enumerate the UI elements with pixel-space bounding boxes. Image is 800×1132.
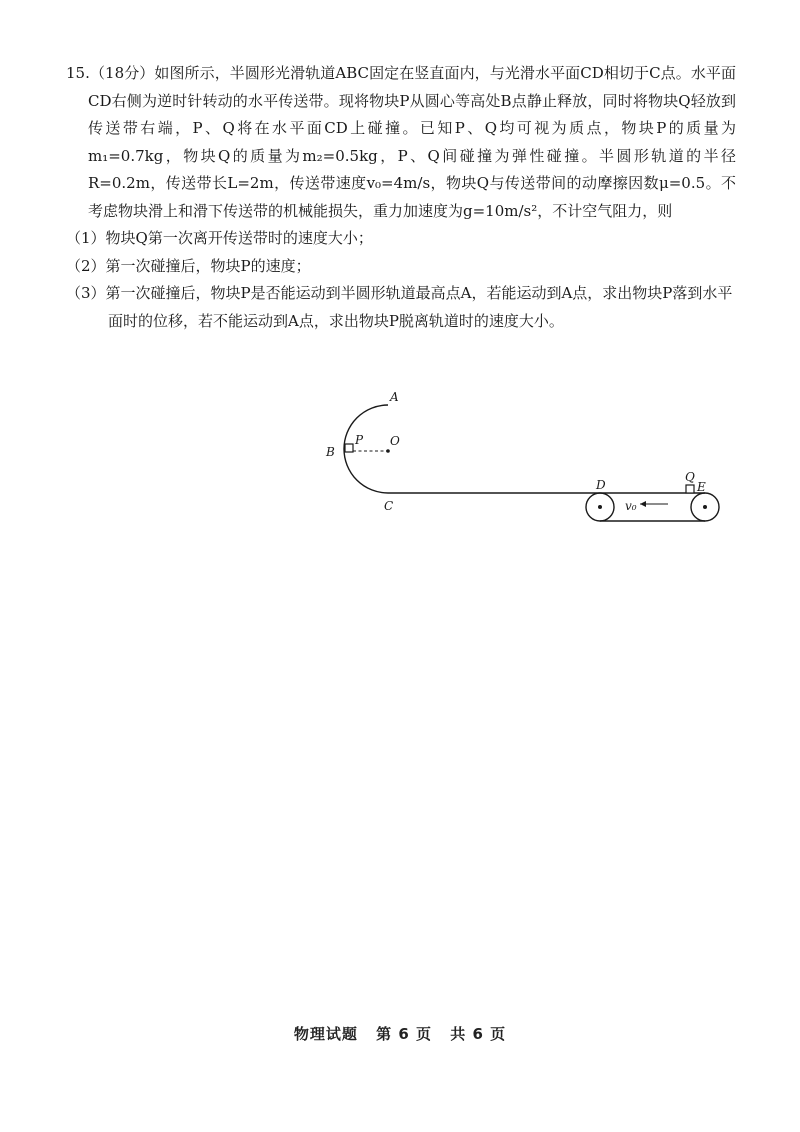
physics-diagram: [320, 385, 730, 525]
label-a: A: [390, 390, 399, 404]
label-d: D: [596, 478, 606, 492]
problem-score: （18分）: [89, 64, 155, 82]
left-roller-axle: [598, 505, 602, 509]
footer-page: 第 6 页: [376, 1025, 432, 1043]
block-p: [345, 444, 353, 452]
question-3: （3）第一次碰撞后，物块P是否能运动到半圆形轨道最高点A，若能运动到A点，求出物块P落到水平面时的位移，若不能运动到A点，求出物块P脱离轨道时的速度大小。: [66, 284, 733, 330]
center-o: [386, 449, 390, 453]
block-q: [686, 485, 694, 493]
label-o: O: [390, 434, 400, 448]
label-c: C: [384, 499, 394, 513]
label-q: Q: [685, 470, 695, 484]
label-v0: v₀: [625, 499, 637, 513]
question-2: （2）第一次碰撞后，物块P的速度；: [66, 256, 311, 275]
problem-stem-text: 如图所示，半圆形光滑轨道ABC固定在竖直面内，与光滑水平面CD相切于C点。水平面CD右侧为逆时针转动的水平传送带。现将物块P从圆心等高处B点静止释放，同时将物块Q轻放到传送带右端，P、Q将在水平面CD上碰撞。已知P、Q均可视为质点，物块P的质量为m₁=0.7kg，物块Q的质量为m₂=0.5kg，P、Q间碰撞为弹性碰撞。半圆形轨道的半径R=0.2m，传送带长L=2m，传送带速度v₀=4m/s，物块Q与传送带间的动摩擦因数μ=0.5。不考虑物块滑上和滑下传送带的机械能损失，重力加速度为g=10m/s²，不计空气阻力，则: [88, 64, 736, 220]
question-1: （1）物块Q第一次离开传送带时的速度大小；: [66, 229, 373, 247]
footer-subject: 物理试题: [293, 1025, 358, 1043]
velocity-arrow-head: [640, 501, 646, 507]
label-p: P: [355, 433, 364, 447]
problem-stem: [66, 60, 736, 225]
problem-15: [66, 60, 736, 335]
page-footer: [0, 1023, 800, 1044]
label-e: E: [697, 480, 706, 494]
right-roller-axle: [703, 505, 707, 509]
diagram-svg: [320, 385, 730, 525]
question-list: [66, 225, 736, 335]
footer-total: 共 6 页: [450, 1025, 507, 1043]
label-b: B: [326, 445, 335, 459]
problem-number: 15.: [66, 64, 90, 82]
